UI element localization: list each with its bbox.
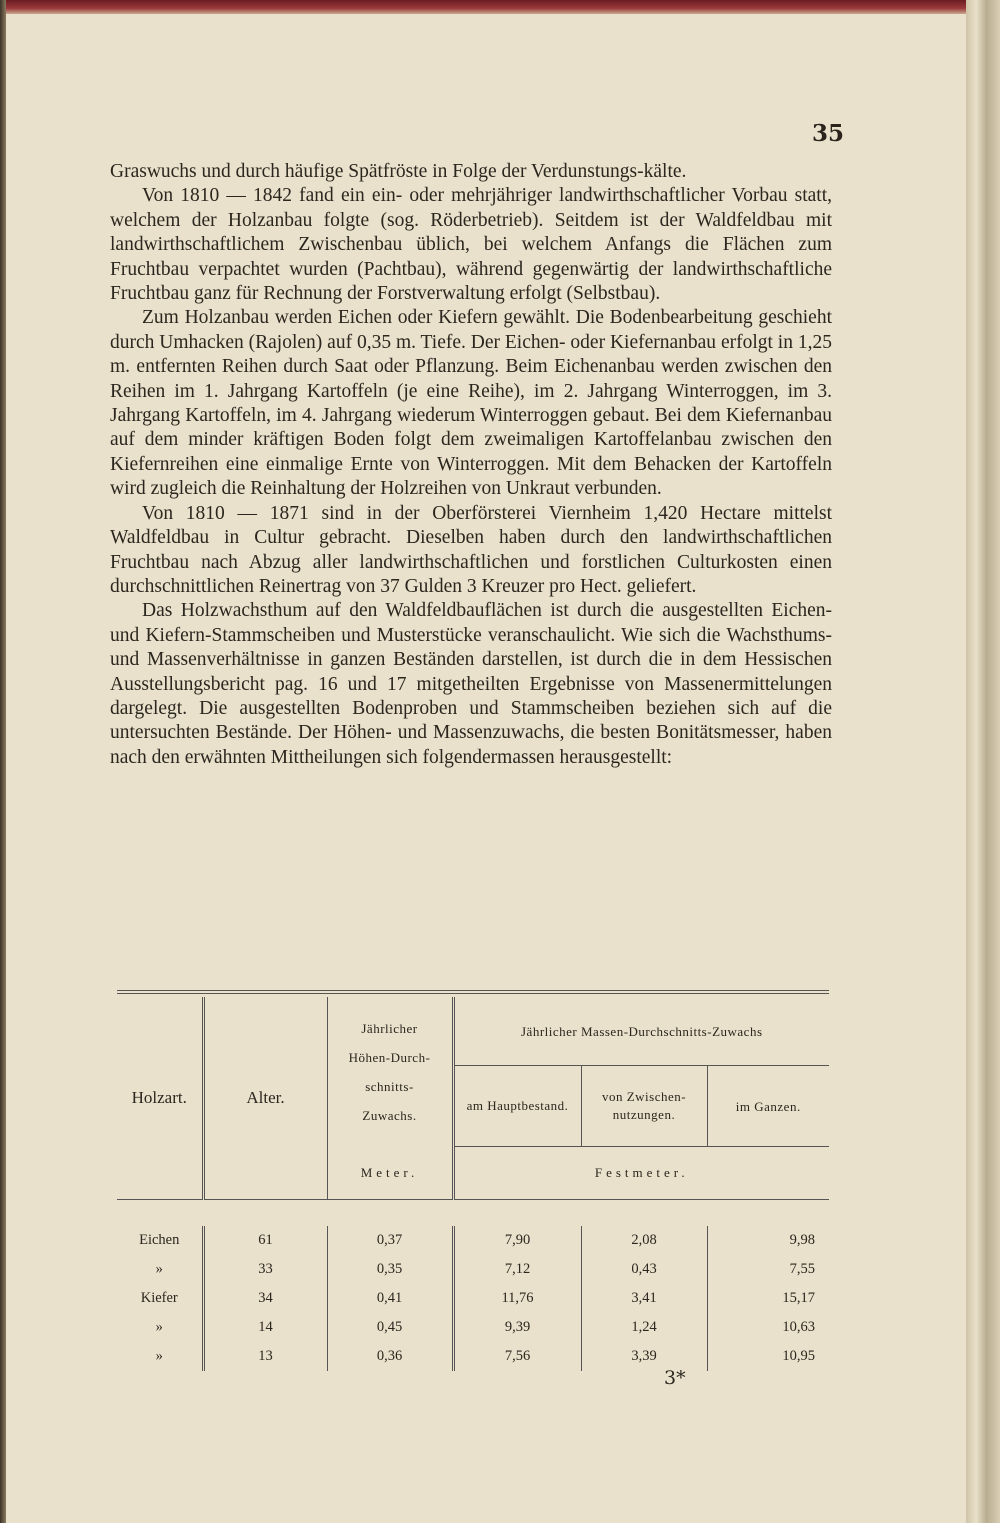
cell-ganzen: 10,95: [707, 1342, 829, 1371]
header-holzart: Holzart.: [131, 1088, 187, 1107]
cell-holzart: Kiefer: [140, 1290, 178, 1306]
cell-ganzen: 7,55: [707, 1255, 829, 1284]
table-top-rule: [117, 990, 829, 991]
cell-haupt: 7,90: [453, 1226, 581, 1255]
book-cover-edge-top: [0, 0, 1000, 14]
cell-hoehe: 0,41: [327, 1284, 453, 1313]
cell-haupt: 7,56: [453, 1342, 581, 1371]
cell-haupt: 9,39: [453, 1313, 581, 1342]
cell-holzart: »: [155, 1348, 163, 1364]
table-row: [117, 1342, 829, 1371]
cell-alter: 14: [203, 1313, 327, 1342]
body-text: [110, 160, 832, 770]
cell-alter: 61: [203, 1226, 327, 1255]
table-row: [117, 1226, 829, 1255]
table-top-rule-double: [117, 993, 829, 994]
cell-zwischen: 2,08: [581, 1226, 707, 1255]
cell-holzart: Eichen: [139, 1232, 180, 1248]
cell-zwischen: 3,41: [581, 1284, 707, 1313]
table-row: [117, 1284, 829, 1313]
unit-meter: Meter.: [327, 1147, 453, 1200]
cell-alter: 34: [203, 1284, 327, 1313]
header-hoehe: Jährlicher Höhen-Durch-schnitts-Zuwachs.: [327, 997, 453, 1147]
paragraph-4: Von 1810 — 1871 sind in der Oberförsterei Viernheim 1,420 Hectare mittelst Waldfeldbau in Cultur gebracht. Dieselben haben durch den landwirthschaftlichen Fruchtbau nach Abzug aller landwirthschaftlichen und forstlichen Culturkosten einen durchschnittlichen Reinertrag von 37 Gulden 3 Kreuzer pro Hect. geliefert.: [110, 502, 832, 597]
header-separator: [117, 1200, 829, 1227]
signature-mark: 3*: [664, 1367, 686, 1389]
header-alter: Alter.: [203, 997, 327, 1200]
header-massen: Jährlicher Massen-Durchschnitts-Zuwachs: [453, 997, 829, 1066]
cell-ganzen: 15,17: [707, 1284, 829, 1313]
header-hauptbestand: am Hauptbestand.: [453, 1066, 581, 1147]
cell-zwischen: 1,24: [581, 1313, 707, 1342]
unit-festmeter: Festmeter.: [453, 1147, 829, 1200]
table-row: [117, 1255, 829, 1284]
paragraph-1: Graswuchs und durch häufige Spätfröste in Folge der Verdunstungs-kälte.: [110, 161, 687, 182]
cell-holzart: »: [155, 1319, 163, 1335]
header-im-ganzen: im Ganzen.: [707, 1066, 829, 1147]
paragraph-3: Zum Holzanbau werden Eichen oder Kiefern gewählt. Die Bodenbearbeitung geschieht durch Umhacken (Rajolen) auf 0,35 m. Tiefe. Der Eichen- oder Kiefernanbau erfolgt in 1,25 m. entfernten Reihen durch Saat oder Pflanzung. Beim Eichenanbau werden zwischen den Reihen im 1. Jahrgang Kartoffeln (je eine Reihe), im 2. Jahrgang Winterroggen, im 3. Jahrgang Kartoffeln, im 4. Jahrgang wiederum Winterroggen gebaut. Bei dem Kiefernanbau auf dem minder kräftigen Boden folgt dem zweimaligen Kartoffelanbau zwischen den Kiefernreihen eine einmalige Ernte von Winterroggen. Mit dem Behacken der Kartoffeln wird zugleich die Reinhaltung der Holzreihen von Unkraut verbunden.: [110, 307, 832, 500]
paragraph-5: Das Holzwachsthum auf den Waldfeldbauflächen ist durch die ausgestellten Eichen- und Kiefern-Stammscheiben und Musterstücke veranschaulicht. Wie sich die Wachsthums- und Massenverhältnisse in ganzen Beständen darstellen, ist durch die in dem Hessischen Ausstellungsbericht pag. 16 und 17 mitgetheilten Ergebnisse von Massenermittelungen dargelegt. Die ausgestellten Bodenproben und Stammscheiben beziehen sich auf die untersuchten Bestände. Der Höhen- und Massenzuwachs, die besten Bonitätsmesser, haben nach den erwähnten Mittheilungen sich folgendermassen herausgestellt:: [110, 600, 832, 768]
cell-zwischen: 0,43: [581, 1255, 707, 1284]
table-row: [117, 1313, 829, 1342]
paragraph-2: Von 1810 — 1842 fand ein ein- oder mehrjähriger landwirthschaftlicher Vorbau statt, welchem der Holzanbau folgte (sog. Röderbetrieb). Seitdem ist der Waldfeldbau mit landwirthschaftlichem Zwischenbau üblich, bei welchem Anfangs die Flächen zum Fruchtbau verpachtet wurden (Pachtbau), während gegenwärtig der landwirthschaftliche Fruchtbau ganz für Rechnung der Forstverwaltung erfolgt (Selbstbau).: [110, 185, 832, 305]
page-number: 35: [812, 120, 845, 147]
cell-haupt: 7,12: [453, 1255, 581, 1284]
header-zwischennutzungen: von Zwischen-nutzungen.: [581, 1066, 707, 1147]
cell-hoehe: 0,45: [327, 1313, 453, 1342]
cell-alter: 33: [203, 1255, 327, 1284]
cell-hoehe: 0,36: [327, 1342, 453, 1371]
book-page-stack-edge: [966, 0, 1000, 1523]
growth-table: [117, 997, 829, 1371]
cell-ganzen: 9,98: [707, 1226, 829, 1255]
cell-alter: 13: [203, 1342, 327, 1371]
cell-haupt: 11,76: [453, 1284, 581, 1313]
cell-ganzen: 10,63: [707, 1313, 829, 1342]
cell-hoehe: 0,37: [327, 1226, 453, 1255]
cell-zwischen: 3,39: [581, 1342, 707, 1371]
cell-hoehe: 0,35: [327, 1255, 453, 1284]
cell-holzart: »: [155, 1261, 163, 1277]
